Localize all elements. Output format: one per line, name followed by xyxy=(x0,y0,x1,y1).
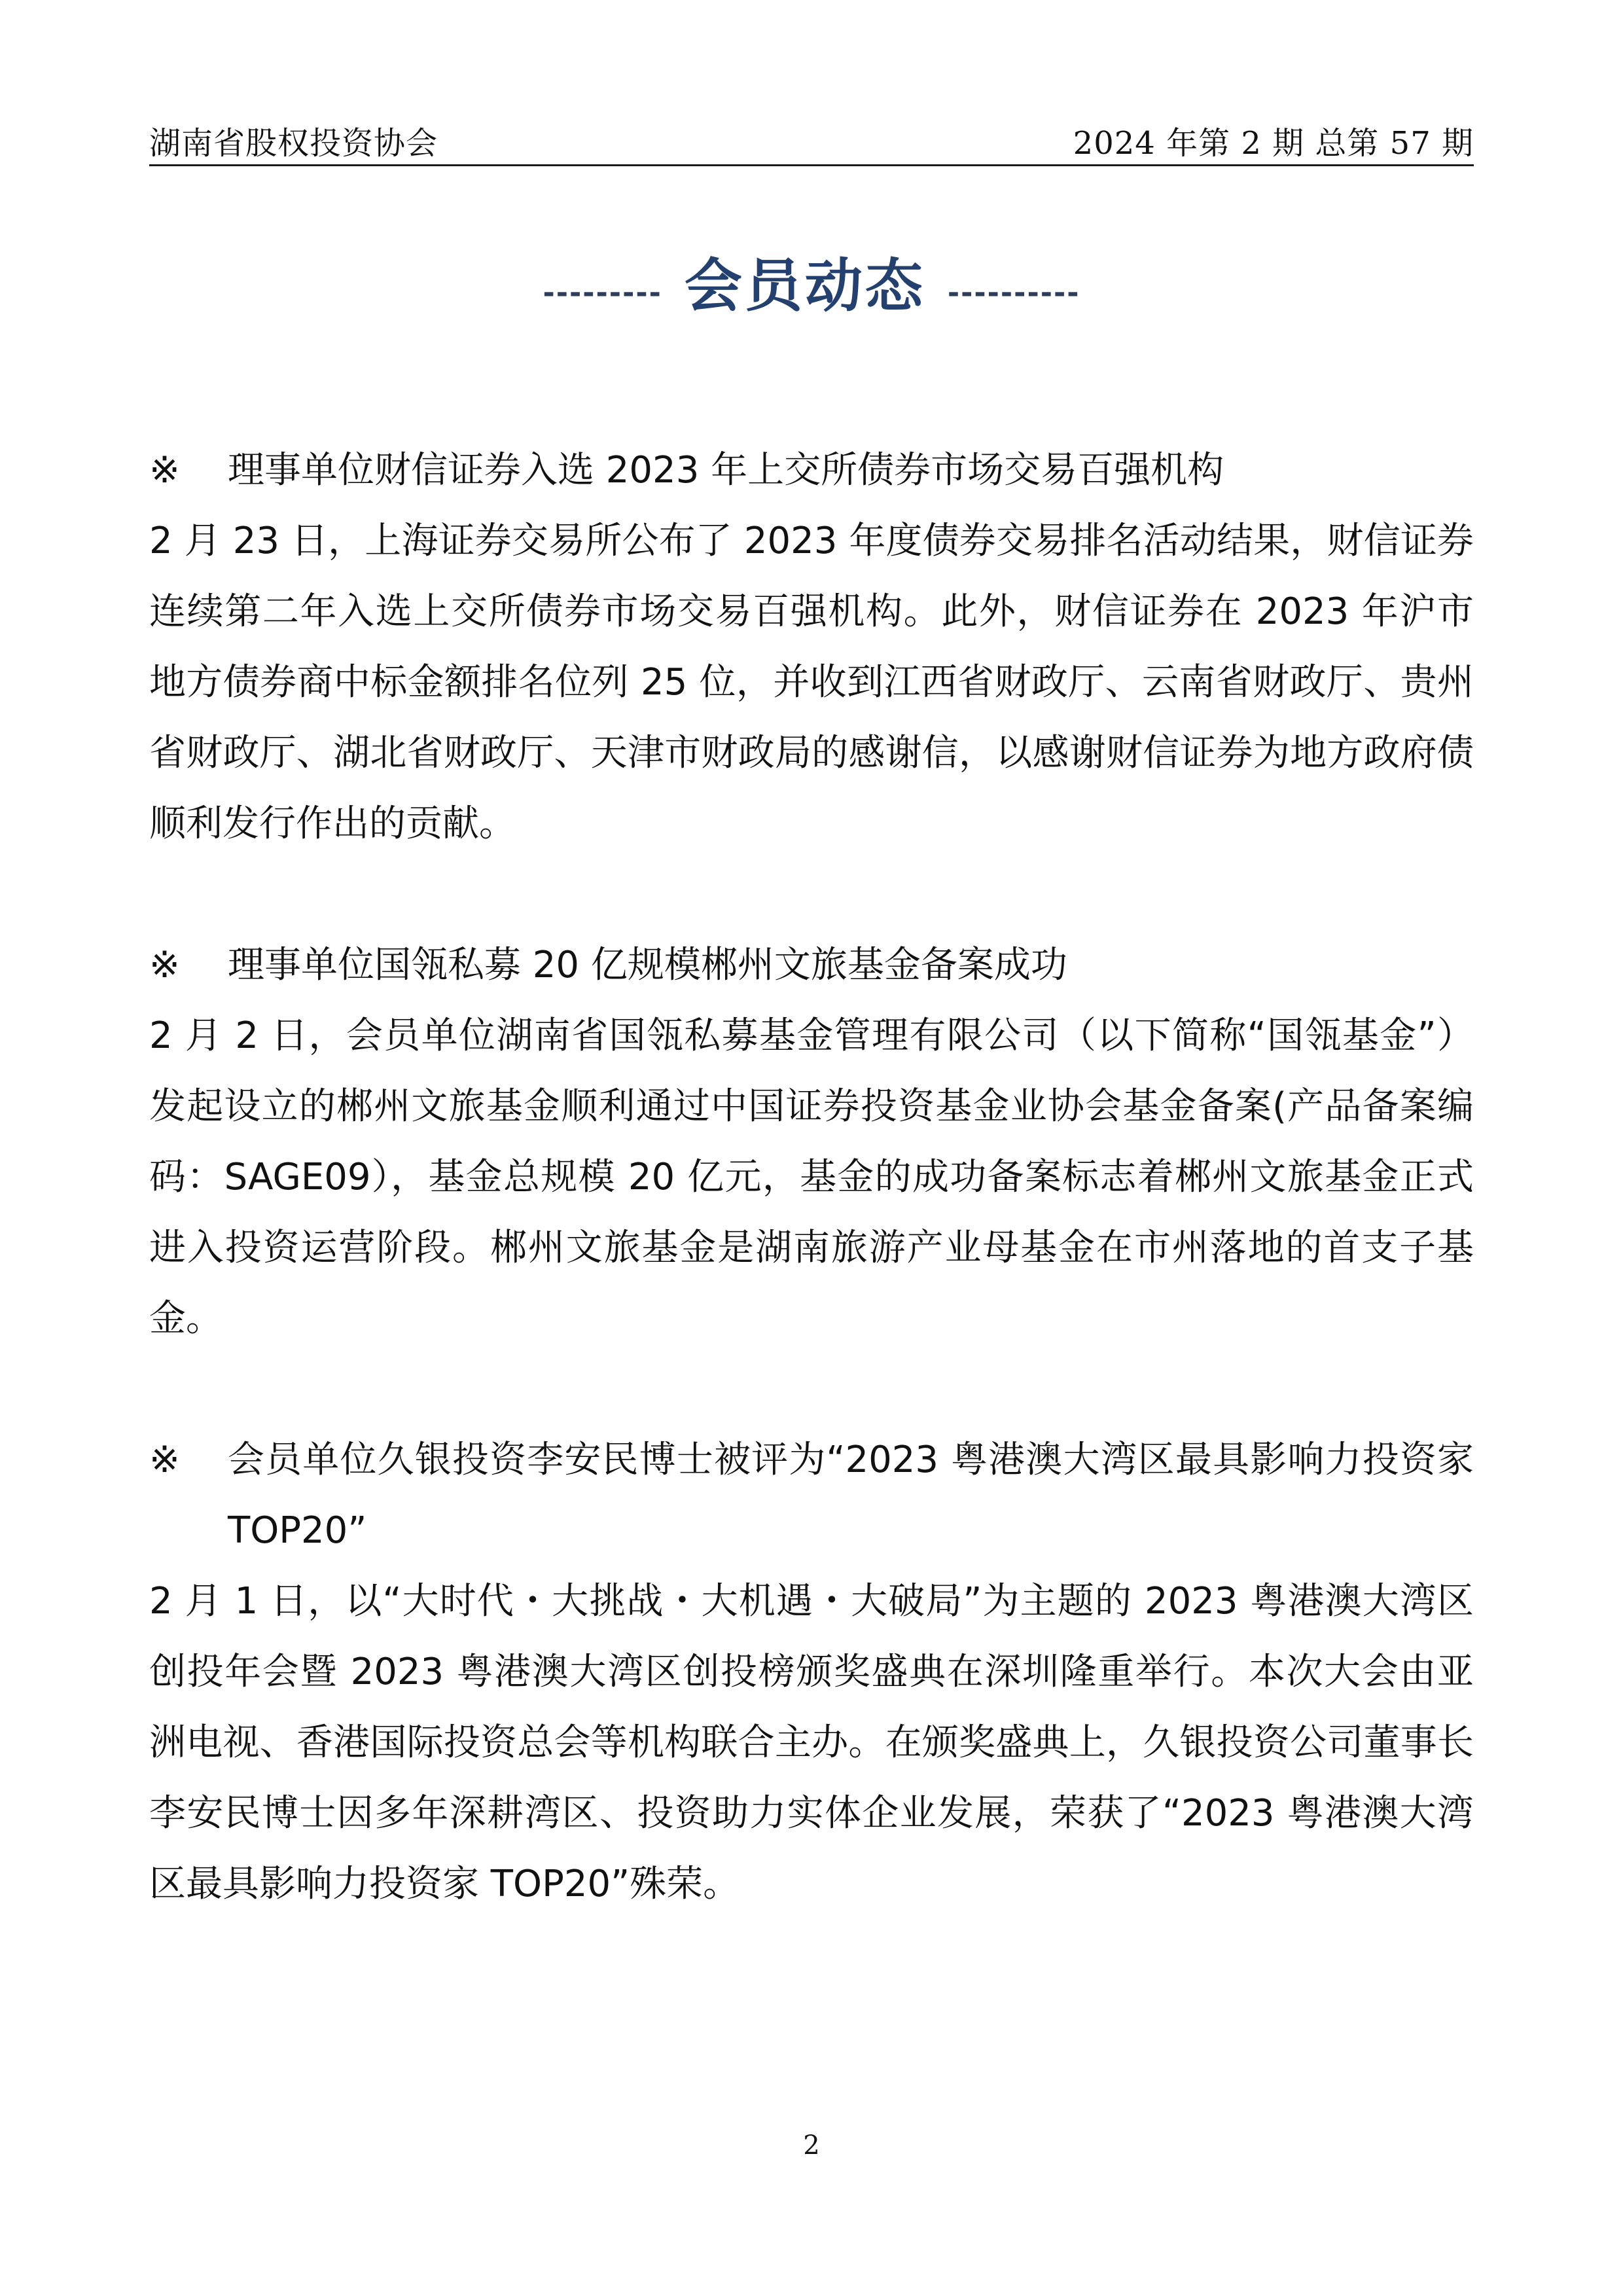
article-body: 2 月 2 日，会员单位湖南省国瓴私募基金管理有限公司（以下简称“国瓴基金”）发起设立的郴州文旅基金顺利通过中国证券投资基金业协会基金备案(产品备案编码：SAGE09），基金总规模 20 亿元，基金的成功备案标志着郴州文旅基金正式进入投资运营阶段。郴州文旅基金是湖南旅游产业母基金在市州落地的首支子基金。 xyxy=(149,1014,1474,1340)
title-dashes-left: --------- xyxy=(543,276,662,310)
title-dashes-right: ---------- xyxy=(947,276,1080,310)
article-body: 2 月 1 日，以“大时代・大挑战・大机遇・大破局”为主题的 2023 粤港澳大湾区创投年会暨 2023 粤港澳大湾区创投榜颁奖盛典在深圳隆重举行。本次大会由亚洲电视、香港国际投资总会等机构联合主办。在颁奖盛典上，久银投资公司董事长李安民博士因多年深耕湾区、投资助力实体企业发展，荣获了“2023 粤港澳大湾区最具影响力投资家 TOP20”殊荣。 xyxy=(149,1580,1474,1905)
header-association-name: 湖南省股权投资协会 xyxy=(149,125,438,162)
reference-mark-icon: ※ xyxy=(149,449,180,492)
page-number: 2 xyxy=(803,2130,820,2161)
article-list xyxy=(149,435,1474,1990)
reference-mark-icon: ※ xyxy=(149,944,180,986)
article-item xyxy=(149,435,1474,859)
article-headline-text: 理事单位财信证券入选 2023 年上交所债券市场交易百强机构 xyxy=(228,449,1224,492)
page-header xyxy=(149,117,1474,166)
article-headline xyxy=(149,435,1474,506)
article-headline-text: 理事单位国瓴私募 20 亿规模郴州文旅基金备案成功 xyxy=(228,944,1067,986)
article-item xyxy=(149,1425,1474,1920)
article-headline xyxy=(149,930,1474,1001)
article-body: 2 月 23 日，上海证券交易所公布了 2023 年度债券交易排名活动结果，财信证券连续第二年入选上交所债券市场交易百强机构。此外，财信证券在 2023 年沪市地方债券商中标金额排名位列 25 位，并收到江西省财政厅、云南省财政厅、贵州省财政厅、湖北省财政厅、天津市财政局的感谢信，以感谢财信证券为地方政府债顺利发行作出的贡献。 xyxy=(149,520,1474,845)
section-title xyxy=(0,242,1623,321)
header-issue-info: 2024 年第 2 期 总第 57 期 xyxy=(1073,125,1474,162)
reference-mark-icon: ※ xyxy=(149,1439,180,1481)
article-headline xyxy=(149,1425,1474,1566)
article-item xyxy=(149,930,1474,1354)
article-headline-text: 会员单位久银投资李安民博士被评为“2023 粤港澳大湾区最具影响力投资家 TOP20” xyxy=(228,1439,1474,1552)
section-title-text: 会员动态 xyxy=(684,252,925,319)
